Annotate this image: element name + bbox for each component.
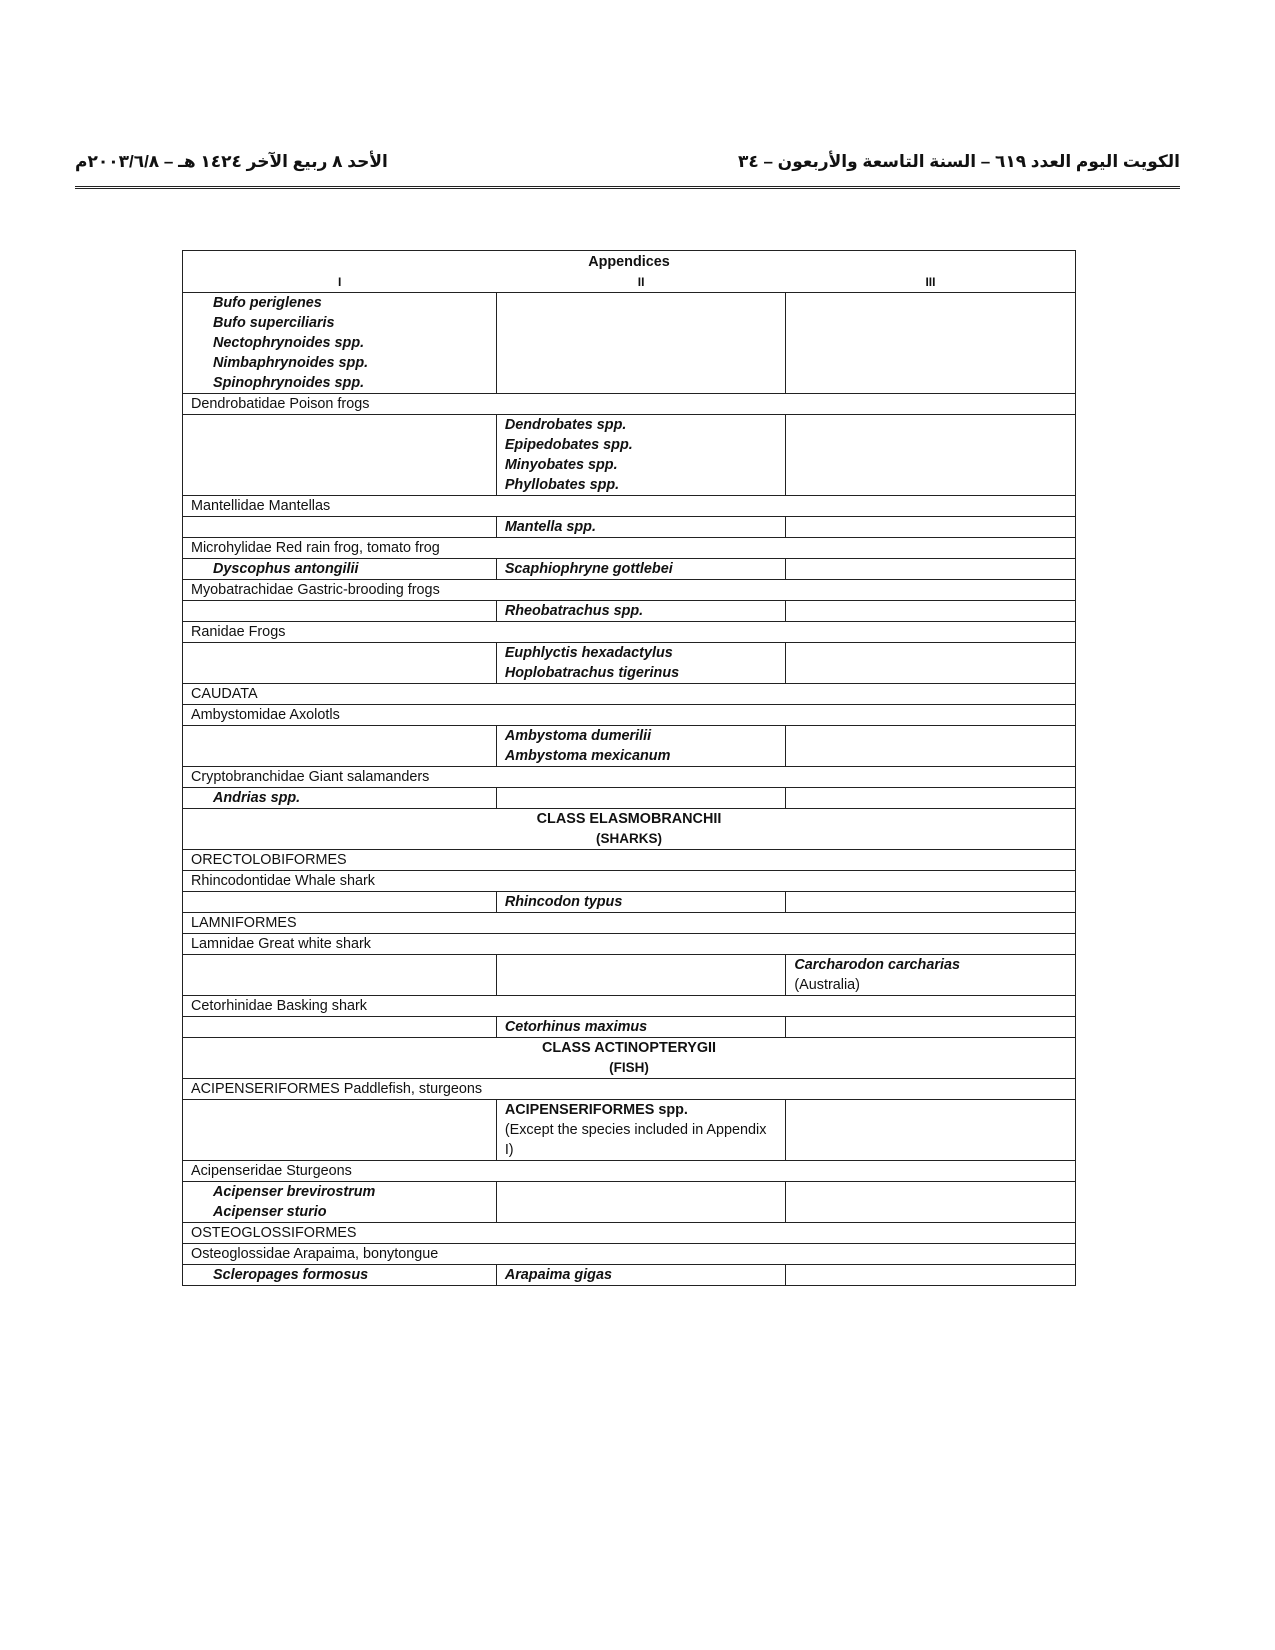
- appendix-ii-cell: [496, 415, 786, 496]
- species-row: [183, 1017, 1076, 1038]
- taxon-row: [183, 767, 1076, 788]
- taxon-row: [183, 705, 1076, 726]
- appendix-ii-cell: [496, 1017, 786, 1038]
- appendix-ii-cell: [496, 559, 786, 580]
- column-header-i: I: [183, 272, 497, 293]
- column-header-ii: II: [496, 272, 786, 293]
- species-name: Dendrobates spp.: [504, 417, 627, 433]
- species-name: Mantella spp.: [504, 519, 596, 535]
- appendix-iii-cell: [786, 601, 1076, 622]
- species-name: Nimbaphrynoides spp.: [213, 355, 369, 371]
- species-row: [183, 601, 1076, 622]
- taxon-label: OSTEOGLOSSIFORMES: [183, 1223, 1076, 1244]
- appendix-i-cell: [183, 601, 497, 622]
- appendix-i-cell: [183, 955, 497, 996]
- species-row: [183, 415, 1076, 496]
- taxon-row: [183, 394, 1076, 415]
- species-row: [183, 892, 1076, 913]
- taxon-label: Ranidae Frogs: [183, 622, 1076, 643]
- species-name: Minyobates spp.: [504, 457, 618, 473]
- species-name: Acipenser brevirostrum: [213, 1184, 376, 1200]
- appendix-iii-cell: [786, 788, 1076, 809]
- species-name: Ambystoma mexicanum: [504, 748, 671, 764]
- taxon-label: Ambystomidae Axolotls: [183, 705, 1076, 726]
- species-name: Dyscophus antongilii: [213, 561, 359, 577]
- taxon-row: [183, 1244, 1076, 1265]
- appendix-iii-cell: [786, 1182, 1076, 1223]
- taxon-row: [183, 850, 1076, 871]
- appendix-ii-cell: [496, 788, 786, 809]
- species-name: Rheobatrachus spp.: [504, 603, 644, 619]
- appendix-ii-cell: [496, 601, 786, 622]
- appendix-iii-cell: [786, 1265, 1076, 1286]
- appendix-i-cell: [183, 788, 497, 809]
- appendix-iii-cell: [786, 293, 1076, 394]
- taxon-row: [183, 538, 1076, 559]
- appendix-i-cell: [183, 643, 497, 684]
- appendix-i-cell: [183, 1182, 497, 1223]
- taxon-row: [183, 913, 1076, 934]
- species-name: Epipedobates spp.: [504, 437, 633, 453]
- taxon-label: ACIPENSERIFORMES Paddlefish, sturgeons: [183, 1079, 1076, 1100]
- header-issue-info: الكويت اليوم العدد ٦١٩ – السنة التاسعة والأربعون – ٣٤: [738, 152, 1180, 171]
- appendix-ii-cell: [496, 1182, 786, 1223]
- class-subtitle: (FISH): [609, 1060, 649, 1075]
- appendix-ii-cell: [496, 1100, 786, 1161]
- appendix-ii-cell: [496, 726, 786, 767]
- class-heading: [183, 1038, 1076, 1079]
- appendix-ii-cell: [496, 293, 786, 394]
- appendix-i-cell: [183, 559, 497, 580]
- species-name: Acipenser sturio: [213, 1204, 327, 1220]
- species-name: Rhincodon typus: [504, 894, 623, 910]
- appendix-ii-cell: [496, 955, 786, 996]
- appendix-ii-cell: [496, 517, 786, 538]
- class-title: CLASS ELASMOBRANCHII: [536, 811, 722, 827]
- taxon-row: [183, 1223, 1076, 1244]
- species-row: [183, 1100, 1076, 1161]
- taxon-label: CAUDATA: [183, 684, 1076, 705]
- class-subtitle: (SHARKS): [596, 831, 662, 846]
- species-row: [183, 1265, 1076, 1286]
- species-name: Arapaima gigas: [504, 1267, 612, 1283]
- taxon-row: [183, 934, 1076, 955]
- species-note: (Except the species included in Appendix I): [504, 1122, 767, 1158]
- taxon-row: [183, 580, 1076, 601]
- appendix-iii-cell: [786, 517, 1076, 538]
- species-name: Phyllobates spp.: [504, 477, 620, 493]
- taxon-label: LAMNIFORMES: [183, 913, 1076, 934]
- species-name: Andrias spp.: [213, 790, 301, 806]
- table-body: [183, 293, 1076, 1286]
- taxon-row: [183, 684, 1076, 705]
- appendix-iii-cell: [786, 726, 1076, 767]
- taxon-label: Microhylidae Red rain frog, tomato frog: [183, 538, 1076, 559]
- taxon-label: Acipenseridae Sturgeons: [183, 1161, 1076, 1182]
- species-row: [183, 517, 1076, 538]
- appendix-i-cell: [183, 415, 497, 496]
- class-heading-row: [183, 1038, 1076, 1079]
- appendix-i-cell: [183, 293, 497, 394]
- species-name: Scleropages formosus: [213, 1267, 369, 1283]
- species-row: [183, 788, 1076, 809]
- taxon-label: Cryptobranchidae Giant salamanders: [183, 767, 1076, 788]
- appendix-iii-cell: [786, 559, 1076, 580]
- appendix-ii-cell: [496, 643, 786, 684]
- species-row: [183, 1182, 1076, 1223]
- class-title: CLASS ACTINOPTERYGII: [541, 1040, 717, 1056]
- cites-appendices-table: [182, 250, 1076, 1286]
- taxon-label: Osteoglossidae Arapaima, bonytongue: [183, 1244, 1076, 1265]
- taxon-label: Mantellidae Mantellas: [183, 496, 1076, 517]
- taxon-row: [183, 996, 1076, 1017]
- appendix-i-cell: [183, 726, 497, 767]
- species-row: [183, 559, 1076, 580]
- class-heading: [183, 809, 1076, 850]
- header-date: الأحد ٨ ربيع الآخر ١٤٢٤ هـ – ٢٠٠٣/٦/٨م: [75, 152, 388, 171]
- taxon-row: [183, 496, 1076, 517]
- species-name: Hoplobatrachus tigerinus: [504, 665, 680, 681]
- taxon-label: Lamnidae Great white shark: [183, 934, 1076, 955]
- appendix-iii-cell: [786, 415, 1076, 496]
- taxon-row: [183, 622, 1076, 643]
- appendix-i-cell: [183, 517, 497, 538]
- taxon-label: Myobatrachidae Gastric-brooding frogs: [183, 580, 1076, 601]
- taxon-label: Dendrobatidae Poison frogs: [183, 394, 1076, 415]
- taxon-label: Cetorhinidae Basking shark: [183, 996, 1076, 1017]
- species-name: Euphlyctis hexadactylus: [504, 645, 673, 661]
- appendix-iii-cell: [786, 643, 1076, 684]
- table-title: Appendices: [183, 251, 1076, 273]
- class-heading-row: [183, 809, 1076, 850]
- taxon-label: Rhincodontidae Whale shark: [183, 871, 1076, 892]
- species-name: Cetorhinus maximus: [504, 1019, 648, 1035]
- taxon-row: [183, 1079, 1076, 1100]
- species-name: Carcharodon carcharias: [794, 957, 960, 973]
- species-row: [183, 955, 1076, 996]
- species-name: Spinophrynoides spp.: [213, 375, 365, 391]
- species-name: Bufo superciliaris: [213, 315, 335, 331]
- column-header-iii: III: [786, 272, 1076, 293]
- appendix-iii-cell: [786, 1100, 1076, 1161]
- appendix-iii-cell: [786, 892, 1076, 913]
- species-row: [183, 726, 1076, 767]
- appendix-ii-cell: [496, 892, 786, 913]
- running-header: [75, 152, 1180, 189]
- species-name: Nectophrynoides spp.: [213, 335, 365, 351]
- species-name: Ambystoma dumerilii: [504, 728, 652, 744]
- appendix-i-cell: [183, 892, 497, 913]
- appendix-i-cell: [183, 1265, 497, 1286]
- appendix-i-cell: [183, 1017, 497, 1038]
- taxon-row: [183, 1161, 1076, 1182]
- species-row: [183, 643, 1076, 684]
- appendix-iii-cell: [786, 1017, 1076, 1038]
- species-name: Scaphiophryne gottlebei: [504, 561, 673, 577]
- appendix-i-cell: [183, 1100, 497, 1161]
- taxon-row: [183, 871, 1076, 892]
- appendix-iii-cell: [786, 955, 1076, 996]
- taxon-label: ORECTOLOBIFORMES: [183, 850, 1076, 871]
- species-name: ACIPENSERIFORMES spp.: [504, 1102, 688, 1118]
- species-row: [183, 293, 1076, 394]
- species-name: Bufo periglenes: [213, 295, 322, 311]
- appendix-ii-cell: [496, 1265, 786, 1286]
- species-note: (Australia): [794, 977, 860, 993]
